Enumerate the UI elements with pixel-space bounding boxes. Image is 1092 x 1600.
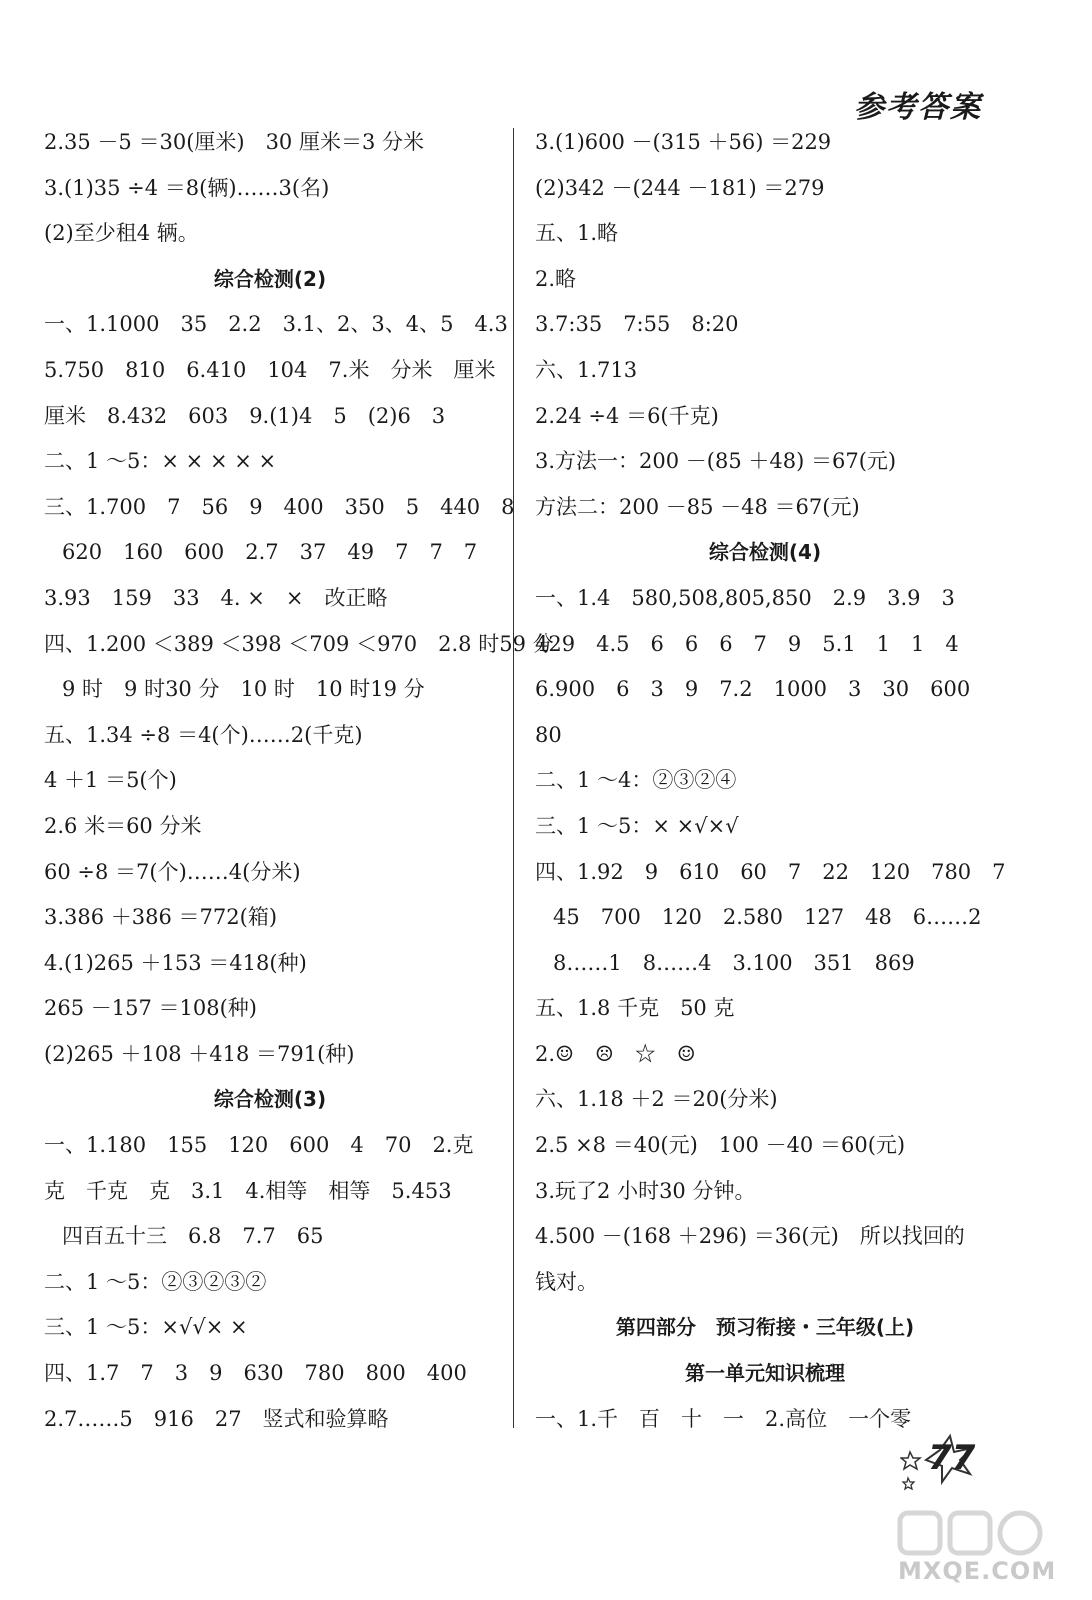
answer-line: 3.386 ＋386 ＝772(箱) [44,905,278,930]
watermark-logo [880,1505,1080,1595]
answer-line: 四、1.92 9 610 60 7 22 120 780 7 [535,859,1006,884]
answer-line: 六、1.713 [535,357,638,382]
answer-line: 一、1.4 580,508,805,850 2.9 3.9 3 [535,585,955,610]
answer-line: (2)265 ＋108 ＋418 ＝791(种) [44,1041,355,1066]
section-heading: 综合检测(4) [708,540,822,565]
answer-line: 三、1 ～5：× ×√×√ [535,813,739,838]
answer-line: 3.(1)600 －(315 ＋56) ＝229 [535,130,832,154]
answer-line: 5.750 810 6.410 104 7.米 分米 厘米 [44,357,496,382]
answer-line: 方法二：200 －85 －48 ＝67(元) [535,494,860,519]
answer-line: 四、1.200 ＜389 ＜398 ＜709 ＜970 2.8 时59 分 [44,631,554,656]
answer-line: 三、1.700 7 56 9 400 350 5 440 8 [44,494,515,519]
answer-line: 2.5 ×8 ＝40(元) 100 －40 ＝60(元) [535,1133,906,1158]
answer-line: 4 ＋1 ＝5(个) [44,768,177,793]
watermark-shape-icon [880,1505,1080,1565]
section-heading: 综合检测(3) [213,1087,327,1112]
answer-line: 2.24 ÷4 ＝6(千克) [535,403,719,428]
answer-line: 2.略 [535,266,577,291]
answer-line: 四百五十三 6.8 7.7 65 [62,1224,324,1249]
answer-line: 8……1 8……4 3.100 351 869 [553,950,915,975]
answer-line: 一、1.1000 35 2.2 3.1、2、3、4、5 4.3 [44,312,508,337]
answer-line: 620 160 600 2.7 37 49 7 7 7 [62,540,478,565]
watermark-text: MXQE.COM [898,1557,1057,1585]
answer-line: 80 [535,722,562,747]
section-heading: 综合检测(2) [213,266,327,291]
answer-line: 五、1.略 [535,221,619,246]
answer-line: 克 千克 克 3.1 4.相等 相等 5.453 [44,1178,452,1203]
answer-line: (2)342 －(244 －181) ＝279 [535,175,825,200]
answer-line: 厘米 8.432 603 9.(1)4 5 (2)6 3 [44,403,446,428]
answer-line: 五、1.8 千克 50 克 [535,996,735,1021]
answer-line: 4.500 －(168 ＋296) ＝36(元) 所以找回的 [535,1224,965,1249]
answer-line: 一、1.千 百 十 一 2.高位 一个零 [535,1406,912,1431]
page-number-badge [900,1430,1010,1500]
column-divider [513,128,514,1428]
answer-line: 3.93 159 33 4. × × 改正略 [44,585,388,610]
answer-line: (2)至少租4 辆。 [44,221,199,246]
answer-line: 3.7:35 7:55 8:20 [535,312,739,337]
left-column [44,120,554,1442]
answer-line: 二、1 ～5：②③②③② [44,1269,267,1294]
answer-line: 3.方法一：200 －(85 ＋48) ＝67(元) [535,449,897,474]
answer-line: 二、1 ～4：②③②④ [535,768,737,793]
answer-line: 三、1 ～5：×√√× × [44,1315,248,1340]
answer-line: 四、1.7 7 3 9 630 780 800 400 [44,1361,467,1386]
answer-line: 2.7……5 916 27 竖式和验算略 [44,1406,389,1431]
section-heading: 第四部分 预习衔接・三年级(上) [615,1315,915,1340]
answer-line: 9 时 9 时30 分 10 时 10 时19 分 [62,677,425,702]
answer-line: 2.☺ ☹ ☆ ☺ [535,1041,696,1066]
answer-line: 429 4.5 6 6 6 7 9 5.1 1 1 4 [535,631,959,656]
page-header-title: 参考答案 [854,90,982,125]
answer-line: 五、1.34 ÷8 ＝4(个)……2(千克) [44,722,363,747]
answer-line: 六、1.18 ＋2 ＝20(分米) [535,1087,778,1112]
answer-line: 4.(1)265 ＋153 ＝418(种) [44,950,307,975]
answer-line: 2.35 －5 ＝30(厘米) 30 厘米＝3 分米 [44,130,425,154]
right-column [535,120,1006,1442]
answer-line: 3.玩了2 小时30 分钟。 [535,1178,756,1203]
answer-line: 二、1 ～5：× × × × × [44,449,277,474]
answer-line: 2.6 米＝60 分米 [44,813,202,838]
answer-line: 60 ÷8 ＝7(个)……4(分米) [44,859,301,884]
answer-line: 钱对。 [535,1269,598,1294]
answer-line: 45 700 120 2.580 127 48 6……2 [553,905,982,930]
answer-line: 3.(1)35 ÷4 ＝8(辆)……3(名) [44,175,330,200]
answer-line: 265 －157 ＝108(种) [44,996,257,1021]
section-heading: 第一单元知识梳理 [685,1361,845,1386]
page-number: 77 [928,1438,976,1478]
answer-line: 一、1.180 155 120 600 4 70 2.克 [44,1133,474,1158]
answer-line: 6.900 6 3 9 7.2 1000 3 30 600 [535,677,971,702]
